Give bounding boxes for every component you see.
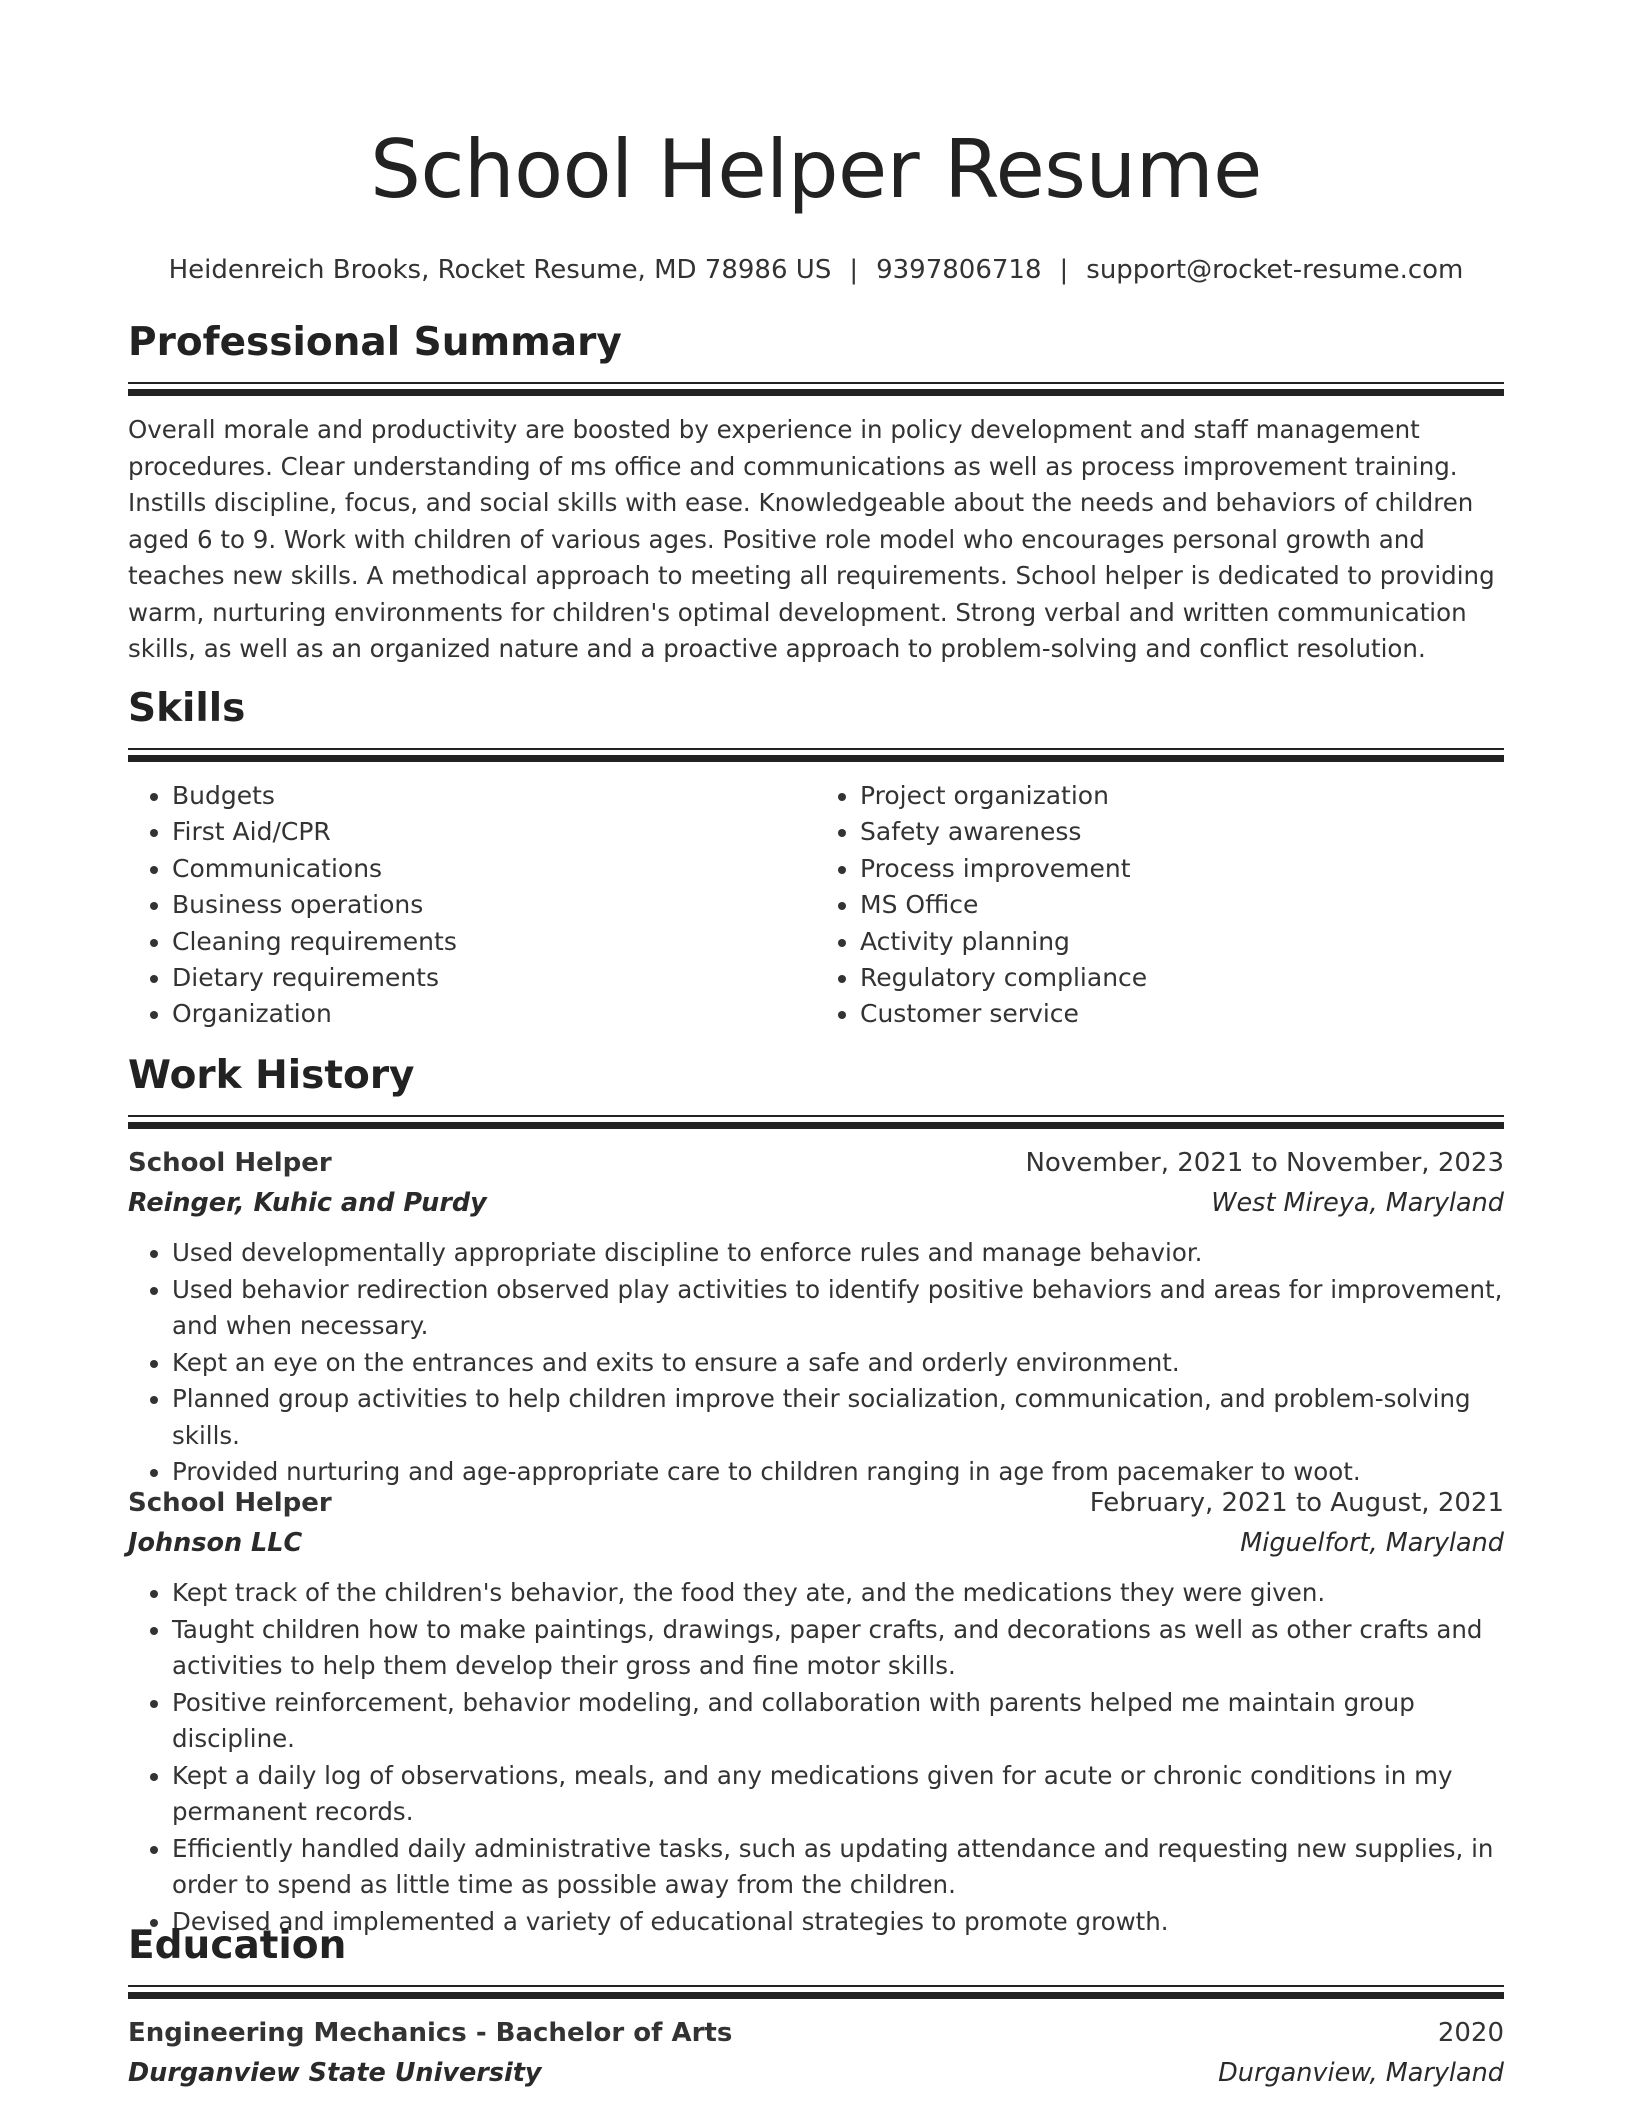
job-bullets xyxy=(128,1575,1504,1940)
skill-item: • Business operations xyxy=(172,887,816,923)
section-divider xyxy=(128,748,1504,762)
job-bullets xyxy=(128,1235,1504,1491)
job-bullet: • Planned group activities to help children improve their socialization, communication, and problem-solving skills. xyxy=(172,1381,1504,1454)
education-section xyxy=(128,1921,1504,2093)
contact-line xyxy=(128,252,1504,288)
job-bullet: • Provided nurturing and age-appropriate care to children ranging in age from pacemaker to woot. xyxy=(172,1454,1504,1491)
job-bullet: • Kept a daily log of observations, meals, and any medications given for acute or chronic conditions in my permanent records. xyxy=(172,1758,1504,1831)
contact-separator: | xyxy=(849,255,859,285)
education-year: 2020 xyxy=(1437,2018,1504,2048)
skill-item: • Dietary requirements xyxy=(172,960,816,996)
skill-item: • Budgets xyxy=(172,778,816,814)
education-school: Durganview State University xyxy=(128,2058,542,2088)
skill-item: • Customer service xyxy=(860,996,1504,1032)
job-title: School Helper xyxy=(128,1148,332,1178)
skill-item: • MS Office xyxy=(860,887,1504,923)
section-divider xyxy=(128,1115,1504,1129)
job-bullet: • Taught children how to make paintings, drawings, paper crafts, and decorations as well as other crafts and activities to help them develop their gross and fine motor skills. xyxy=(172,1612,1504,1685)
job-entry xyxy=(128,1469,1504,1940)
skill-item: • Organization xyxy=(172,996,816,1032)
job-bullet: • Kept an eye on the entrances and exits to ensure a safe and orderly environment. xyxy=(172,1345,1504,1382)
education-degree: Engineering Mechanics - Bachelor of Arts xyxy=(128,2018,733,2048)
section-title-education: Education xyxy=(128,1923,347,1968)
job-bullet: • Used developmentally appropriate discipline to enforce rules and manage behavior. xyxy=(172,1235,1504,1272)
section-title-summary: Professional Summary xyxy=(128,320,622,365)
work-history-section xyxy=(128,1051,1504,1491)
job-company: Johnson LLC xyxy=(128,1528,303,1558)
section-divider xyxy=(128,382,1504,396)
skill-item: • Activity planning xyxy=(860,924,1504,960)
education-location: Durganview, Maryland xyxy=(1218,2058,1504,2088)
skill-item: • First Aid/CPR xyxy=(172,814,816,850)
skills-list-left xyxy=(128,778,816,1033)
job-dates: February, 2021 to August, 2021 xyxy=(1089,1488,1504,1518)
section-title-skills: Skills xyxy=(128,686,246,731)
contact-email: support@rocket-resume.com xyxy=(1086,255,1464,285)
job-dates: November, 2021 to November, 2023 xyxy=(1025,1148,1504,1178)
job-bullet: • Used behavior redirection observed play activities to identify positive behaviors and areas for improvement, and when necessary. xyxy=(172,1272,1504,1345)
section-title-work: Work History xyxy=(128,1053,415,1098)
skills-section xyxy=(128,684,1504,1033)
job-bullet: • Positive reinforcement, behavior modeling, and collaboration with parents helped me maintain group discipline. xyxy=(172,1685,1504,1758)
contact-separator: | xyxy=(1059,255,1069,285)
job-bullet: • Efficiently handled daily administrative tasks, such as updating attendance and requesting new supplies, in order to spend as little time as possible away from the children. xyxy=(172,1831,1504,1904)
skills-list-right xyxy=(816,778,1504,1033)
job-title: School Helper xyxy=(128,1488,332,1518)
skill-item: • Project organization xyxy=(860,778,1504,814)
job-entry xyxy=(128,1143,1504,1491)
skill-item: • Cleaning requirements xyxy=(172,924,816,960)
section-divider xyxy=(128,1985,1504,1999)
skill-item: • Regulatory compliance xyxy=(860,960,1504,996)
skills-columns xyxy=(128,778,1504,1033)
summary-section xyxy=(128,318,1504,668)
skill-item: • Process improvement xyxy=(860,851,1504,887)
job-location: West Mireya, Maryland xyxy=(1211,1188,1504,1218)
contact-address: Heidenreich Brooks, Rocket Resume, MD 78986 US xyxy=(168,255,832,285)
job-location: Miguelfort, Maryland xyxy=(1240,1528,1504,1558)
contact-phone: 9397806718 xyxy=(876,255,1042,285)
skill-item: • Communications xyxy=(172,851,816,887)
skill-item: • Safety awareness xyxy=(860,814,1504,850)
resume-name: School Helper Resume xyxy=(370,123,1262,216)
job-company: Reinger, Kuhic and Purdy xyxy=(128,1188,487,1218)
job-bullet: • Kept track of the children's behavior, the food they ate, and the medications they were given. xyxy=(172,1575,1504,1612)
job-bullet: • Devised and implemented a variety of educational strategies to promote growth. xyxy=(172,1904,1504,1941)
summary-text: Overall morale and productivity are boosted by experience in policy development and staff management procedures. Clear understanding of ms office and communications as well as process improvement training. Instills discipline, focus, and social skills with ease. Knowledgeable about the needs and behaviors of children aged 6 to 9. Work with children of various ages. Positive role model who encourages personal growth and teaches new skills. A methodical approach to meeting all requirements. School helper is dedicated to providing warm, nurturing environments for children's optimal development. Strong verbal and written communication skills, as well as an organized nature and a proactive approach to problem-solving and conflict resolution. xyxy=(128,415,1495,663)
